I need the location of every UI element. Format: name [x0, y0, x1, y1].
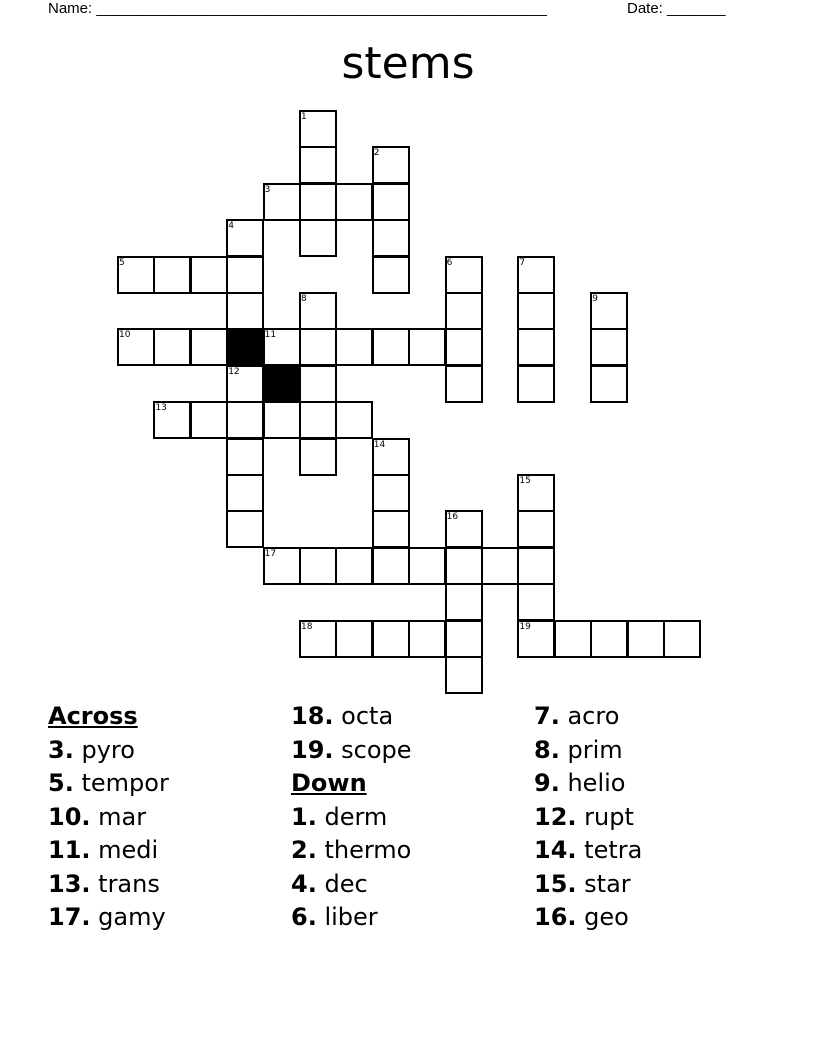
grid-number: 10 [119, 330, 131, 341]
grid-cell[interactable] [372, 510, 410, 548]
grid-cell[interactable] [299, 365, 337, 403]
grid-cell[interactable] [445, 292, 483, 330]
down-clue-9: 9. helio [534, 769, 626, 797]
grid-cell[interactable] [335, 547, 373, 585]
grid-cell[interactable] [590, 292, 628, 330]
grid-cell[interactable] [299, 146, 337, 184]
grid-cell[interactable] [153, 256, 191, 294]
grid-number: 19 [519, 621, 531, 632]
grid-cell[interactable] [445, 620, 483, 658]
grid-cell[interactable] [372, 256, 410, 294]
grid-number: 16 [446, 512, 459, 523]
grid-number: 5 [119, 257, 125, 268]
grid-number: 12 [228, 366, 240, 377]
down-clue-6: 6. liber [291, 903, 378, 931]
grid-cell[interactable] [627, 620, 665, 658]
grid-number: 18 [301, 621, 313, 632]
across-clue-13: 13. trans [48, 869, 160, 898]
across-clue-10: 10. mar [48, 802, 147, 831]
grid-cell[interactable] [517, 365, 555, 403]
down-clue-1: 1. derm [291, 802, 388, 831]
clue-column-1 [48, 700, 169, 935]
grid-number: 17 [264, 548, 277, 559]
grid-cell[interactable] [590, 328, 628, 366]
black-square [226, 328, 264, 366]
grid-cell[interactable] [299, 401, 337, 439]
grid-cell[interactable] [445, 365, 483, 403]
clue-column-2 [291, 700, 412, 935]
grid-cell[interactable] [226, 474, 264, 512]
page-title: stems [341, 38, 475, 89]
grid-cell[interactable] [299, 292, 337, 330]
grid-cell[interactable] [445, 328, 483, 366]
grid-cell[interactable] [663, 620, 701, 658]
grid-cell[interactable] [299, 183, 337, 221]
down-clue-12: 12. rupt [534, 802, 634, 831]
grid-cell[interactable] [517, 256, 555, 294]
grid-cell[interactable] [335, 620, 373, 658]
across-clue-17: 17. gamy [48, 903, 166, 931]
across-clue-5: 5. tempor [48, 769, 169, 797]
black-square [263, 365, 301, 403]
grid-cell[interactable] [517, 620, 555, 658]
grid-cell[interactable] [372, 547, 410, 585]
across-clue-18: 18. octa [291, 702, 394, 730]
grid-number: 2 [373, 148, 380, 159]
grid-cell[interactable] [554, 620, 592, 658]
grid-cell[interactable] [226, 219, 264, 257]
grid-cell[interactable] [445, 547, 483, 585]
grid-cell[interactable] [517, 328, 555, 366]
grid-cell[interactable] [408, 328, 446, 366]
grid-cell[interactable] [117, 328, 155, 366]
grid-number: 4 [228, 221, 234, 232]
grid-number: 1 [301, 112, 307, 122]
across-clue-11: 11. medi [48, 836, 159, 864]
grid-cell[interactable] [481, 547, 519, 585]
grid-cell[interactable] [517, 583, 555, 621]
clue-column-3 [534, 700, 642, 935]
grid-cell[interactable] [299, 620, 337, 658]
down-clue-7: 7. acro [534, 702, 620, 730]
grid-cell[interactable] [372, 438, 410, 476]
grid-cell[interactable] [372, 146, 410, 184]
grid-cell[interactable] [153, 328, 191, 366]
across-heading: Across [48, 702, 138, 730]
grid-cell[interactable] [445, 656, 483, 694]
grid-cell[interactable] [190, 328, 228, 366]
grid-cell[interactable] [299, 110, 337, 148]
grid-cell[interactable] [372, 183, 410, 221]
grid-number: 7 [519, 257, 526, 268]
grid-number: 3 [264, 184, 271, 195]
grid-cell[interactable] [590, 620, 628, 658]
date-field: Date: _______ [627, 0, 726, 17]
grid-cell[interactable] [408, 620, 446, 658]
grid-cell[interactable] [445, 510, 483, 548]
down-clue-14: 14. tetra [534, 836, 643, 864]
grid-cell[interactable] [299, 547, 337, 585]
grid-cell[interactable] [226, 256, 264, 294]
down-clue-16: 16. geo [534, 903, 629, 931]
down-clue-8: 8. prim [534, 735, 623, 764]
across-clue-3: 3. pyro [48, 735, 135, 764]
grid-number: 15 [519, 476, 531, 486]
grid-number: 13 [155, 403, 167, 414]
grid-cell[interactable] [372, 219, 410, 257]
grid-cell[interactable] [335, 328, 373, 366]
grid-cell[interactable] [226, 365, 264, 403]
grid-cell[interactable] [263, 401, 301, 439]
grid-number: 9 [592, 294, 598, 304]
grid-cell[interactable] [517, 474, 555, 512]
grid-cell[interactable] [226, 401, 264, 439]
grid-cell[interactable] [335, 401, 373, 439]
grid-cell[interactable] [117, 256, 155, 294]
grid-cell[interactable] [372, 620, 410, 658]
grid-cell[interactable] [372, 474, 410, 512]
grid-cell[interactable] [590, 365, 628, 403]
grid-cell[interactable] [517, 292, 555, 330]
grid-cell[interactable] [372, 328, 410, 366]
grid-number: 11 [264, 330, 277, 341]
grid-cell[interactable] [263, 328, 301, 366]
down-clue-2: 2. thermo [291, 836, 412, 864]
down-clue-15: 15. star [534, 869, 631, 898]
name-field: Name: ______________________________________________________ [48, 0, 547, 17]
grid-number: 8 [301, 294, 307, 304]
grid-cell[interactable] [190, 401, 228, 439]
down-clue-4: 4. dec [291, 869, 368, 898]
grid-cell[interactable] [517, 547, 555, 585]
grid-cell[interactable] [299, 328, 337, 366]
grid-cell[interactable] [153, 401, 191, 439]
grid-cell[interactable] [190, 256, 228, 294]
grid-cell[interactable] [408, 547, 446, 585]
grid-cell[interactable] [226, 510, 264, 548]
grid-cell[interactable] [517, 510, 555, 548]
grid-cell[interactable] [226, 438, 264, 476]
grid-cell[interactable] [445, 256, 483, 294]
grid-cell[interactable] [299, 219, 337, 257]
grid-cell[interactable] [226, 292, 264, 330]
grid-cell[interactable] [263, 547, 301, 585]
grid-cell[interactable] [263, 183, 301, 221]
grid-cell[interactable] [445, 583, 483, 621]
grid-cell[interactable] [299, 438, 337, 476]
grid-cell[interactable] [335, 183, 373, 221]
grid-number: 6 [446, 257, 453, 268]
across-clue-19: 19. scope [291, 735, 412, 764]
down-heading: Down [291, 769, 367, 797]
grid-number: 14 [373, 439, 386, 450]
